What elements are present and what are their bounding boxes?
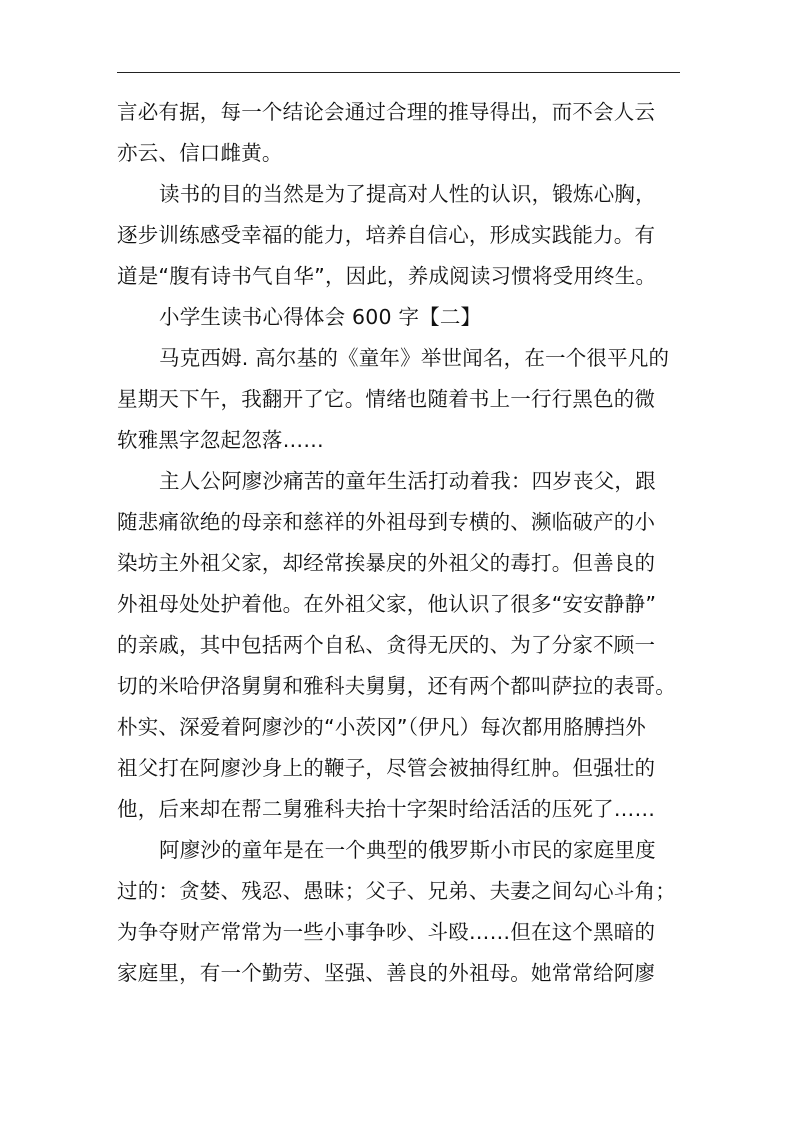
text-line: 言必有据，每一个结论会通过合理的推导得出，而不会人云 — [117, 100, 656, 124]
text-line: 逐步训练感受幸福的能力，培养自信心，形成实践能力。有 — [117, 223, 656, 247]
text-line: 随悲痛欲绝的母亲和慈祥的外祖母到专横的、濒临破产的小 — [117, 510, 656, 534]
text-line: 主人公阿廖沙痛苦的童年生活打动着我：四岁丧父，跟 — [159, 469, 656, 493]
text-line: 阿廖沙的童年是在一个典型的俄罗斯小市民的家庭里度 — [159, 838, 656, 862]
text-line: 他，后来却在帮二舅雅科夫抬十字架时给活活的压死了…… — [117, 797, 656, 821]
text-line: 为争夺财产常常为一些小事争吵、斗殴……但在这个黑暗的 — [117, 920, 656, 944]
text-line: 软雅黑字忽起忽落…… — [117, 428, 324, 452]
text-line: 祖父打在阿廖沙身上的鞭子，尽管会被抽得红肿。但强壮的 — [117, 756, 656, 780]
text-line: 家庭里，有一个勤劳、坚强、善良的外祖母。她常常给阿廖 — [117, 961, 656, 985]
text-line: 道是“腹有诗书气自华”，因此，养成阅读习惯将受用终生。 — [117, 264, 657, 288]
text-line: 亦云、信口雌黄。 — [117, 141, 283, 165]
text-line: 外祖母处处护着他。在外祖父家，他认识了很多“安安静静” — [117, 592, 657, 616]
text-line: 染坊主外祖父家，却经常挨暴戾的外祖父的毒打。但善良的 — [117, 551, 656, 575]
text-line: 星期天下午，我翻开了它。情绪也随着书上一行行黑色的微 — [117, 387, 656, 411]
text-line: 马克西姆. 高尔基的《童年》举世闻名，在一个很平凡的 — [159, 346, 670, 370]
text-line: 读书的目的当然是为了提高对人性的认识，锻炼心胸， — [159, 182, 656, 206]
text-line: 朴实、深爱着阿廖沙的“小茨冈”（伊凡）每次都用胳膊挡外 — [117, 715, 646, 739]
text-line: 切的米哈伊洛舅舅和雅科夫舅舅，还有两个都叫萨拉的表哥。 — [117, 674, 676, 698]
text-line: 过的：贪婪、残忍、愚昧；父子、兄弟、夫妻之间勾心斗角； — [117, 879, 676, 903]
text-line: 的亲戚，其中包括两个自私、贪得无厌的、为了分家不顾一 — [117, 633, 656, 657]
text-line: 小学生读书心得体会 600 字【二】 — [159, 305, 482, 329]
document-body — [117, 92, 680, 994]
header-rule — [117, 72, 680, 73]
